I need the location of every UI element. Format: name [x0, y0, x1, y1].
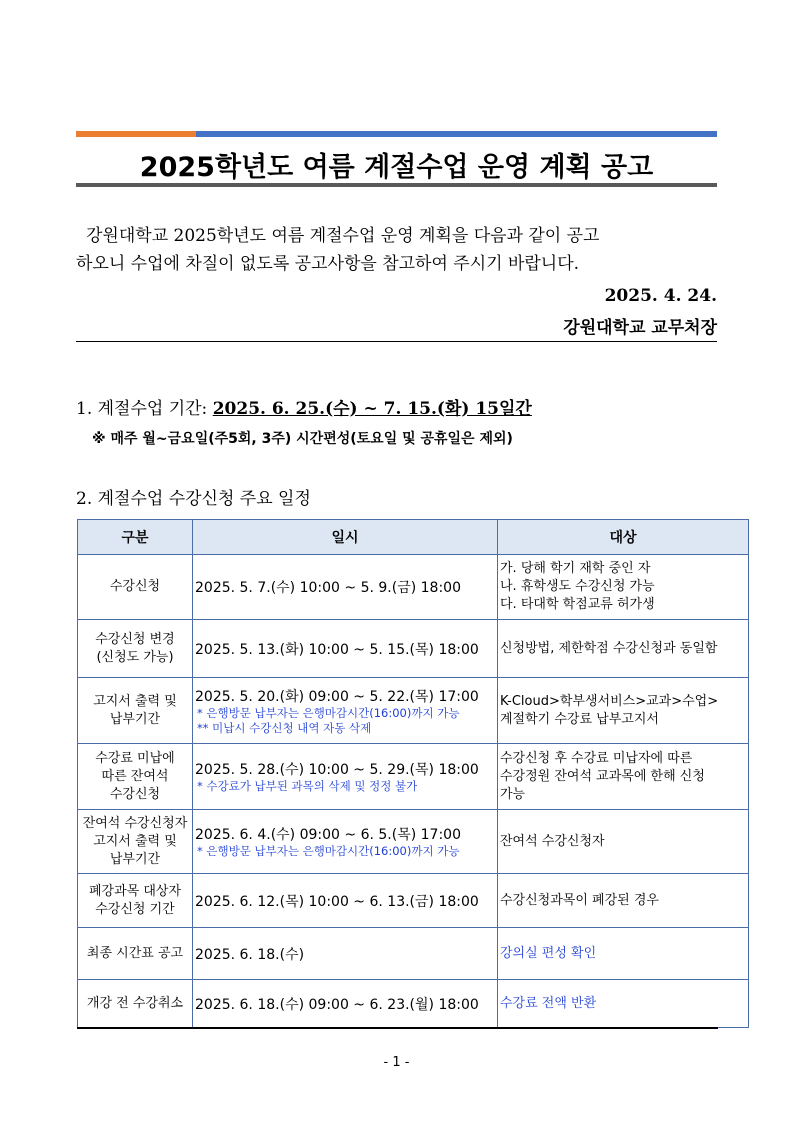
- row-category: [78, 555, 193, 620]
- category-line: 납부기간: [109, 851, 161, 867]
- divider: [76, 341, 717, 342]
- row-category: [78, 810, 193, 874]
- row-datetime: [193, 678, 498, 744]
- table-row: [78, 980, 749, 1028]
- title-bottom-bar: [76, 183, 717, 187]
- intro-line-1: 강원대학교 2025학년도 여름 계절수업 운영 계획을 다음과 같이 공고: [86, 226, 600, 246]
- header-target: 대상: [498, 520, 749, 555]
- issuing-office: 강원대학교 교무처장: [563, 318, 717, 338]
- datetime-text: 2025. 6. 12.(목) 10:00 ~ 6. 13.(금) 18:00: [195, 893, 479, 910]
- table-row: [78, 555, 749, 620]
- row-target: [498, 620, 749, 678]
- row-category: [78, 678, 193, 744]
- section-1-label: 1. 계절수업 기간:: [76, 399, 213, 419]
- row-category: [78, 980, 193, 1028]
- section-2-label: 2. 계절수업 수강신청 주요 일정: [76, 489, 311, 509]
- category-line: 고지서 출력 및: [93, 693, 177, 709]
- title-block: [76, 131, 717, 187]
- target-line: K-Cloud>학부생서비스>교과>수업>: [500, 693, 719, 709]
- section-1-period: 2025. 6. 25.(수) ~ 7. 15.(화) 15일간: [212, 399, 532, 419]
- title-top-bar: [76, 131, 717, 137]
- datetime-text: 2025. 5. 20.(화) 09:00 ~ 5. 22.(목) 17:00: [195, 688, 479, 705]
- table-row: [78, 810, 749, 874]
- table-row: [78, 620, 749, 678]
- target-line: 수강신청 후 수강료 미납자에 따른: [500, 750, 693, 766]
- datetime-text: 2025. 6. 18.(수) 09:00 ~ 6. 23.(월) 18:00: [195, 996, 479, 1013]
- category-line: 개강 전 수강취소: [86, 995, 184, 1011]
- target-line: 강의실 편성 확인: [500, 945, 597, 961]
- row-target: [498, 744, 749, 810]
- target-line: 다. 타대학 학점교류 허가생: [500, 597, 655, 612]
- schedule-table: [77, 519, 749, 1028]
- target-line: 계절학기 수강료 납부고지서: [500, 711, 659, 727]
- datetime-note: * 은행방문 납부자는 은행마감시간(16:00)까지 가능: [197, 705, 460, 720]
- category-line: 수강신청: [109, 579, 161, 594]
- datetime-note: ** 미납시 수강신청 내역 자동 삭제: [197, 720, 372, 735]
- category-line: 수강신청 변경: [95, 631, 175, 647]
- target-line: 가. 당해 학기 재학 중인 자: [500, 561, 651, 576]
- header-datetime: 일시: [193, 520, 498, 555]
- row-target: [498, 874, 749, 928]
- title-top-bar-accent: [76, 131, 196, 137]
- target-line: 수강정원 잔여석 교과목에 한해 신청: [500, 768, 705, 784]
- category-line: 고지서 출력 및: [93, 833, 177, 849]
- row-datetime: [193, 980, 498, 1028]
- header-category: 구분: [78, 520, 193, 555]
- datetime-text: 2025. 6. 4.(수) 09:00 ~ 6. 5.(목) 17:00: [195, 827, 461, 843]
- table-header-row: [78, 520, 749, 555]
- category-line: 폐강과목 대상자: [88, 883, 182, 899]
- datetime-text: 2025. 6. 18.(수): [195, 946, 305, 963]
- row-target: [498, 678, 749, 744]
- page-number: - 1 -: [383, 1055, 410, 1070]
- row-category: [78, 874, 193, 928]
- category-line: 수강신청: [109, 786, 161, 802]
- target-line: 나. 휴학생도 수강신청 가능: [500, 579, 655, 594]
- row-target: [498, 928, 749, 980]
- category-line: 최종 시간표 공고: [86, 945, 184, 961]
- row-target: [498, 555, 749, 620]
- intro-paragraph: [76, 222, 717, 278]
- target-line: 신청방법, 제한학점 수강신청과 동일함: [500, 640, 718, 656]
- table-row: [78, 744, 749, 810]
- row-datetime: [193, 928, 498, 980]
- category-line: 납부기간: [109, 711, 161, 727]
- row-datetime: [193, 874, 498, 928]
- row-datetime: [193, 744, 498, 810]
- category-line: (신청도 가능): [96, 649, 174, 665]
- target-line: 수강료 전액 반환: [500, 995, 597, 1011]
- section-1: [76, 394, 532, 419]
- target-line: 수강신청과목이 폐강된 경우: [500, 892, 659, 908]
- row-category: [78, 744, 193, 810]
- category-line: 수강료 미납에: [95, 750, 175, 766]
- category-line: 수강신청 기간: [95, 901, 175, 917]
- row-category: [78, 620, 193, 678]
- notice-date: 2025. 4. 24.: [604, 286, 717, 306]
- table-row: [78, 928, 749, 980]
- row-datetime: [193, 555, 498, 620]
- section-1-note: ※ 매주 월~금요일(주5회, 3주) 시간편성(토요일 및 공휴일은 제외): [92, 431, 513, 447]
- datetime-text: 2025. 5. 28.(수) 10:00 ~ 5. 29.(목) 18:00: [195, 762, 479, 778]
- datetime-text: 2025. 5. 13.(화) 10:00 ~ 5. 15.(목) 18:00: [195, 641, 479, 658]
- category-line: 따른 잔여석: [101, 768, 169, 784]
- target-line: 잔여석 수강신청자: [500, 833, 605, 849]
- datetime-text: 2025. 5. 7.(수) 10:00 ~ 5. 9.(금) 18:00: [195, 580, 461, 596]
- page-title: 2025학년도 여름 계절수업 운영 계획 공고: [139, 152, 654, 183]
- row-target: [498, 980, 749, 1028]
- row-category: [78, 928, 193, 980]
- table-row: [78, 874, 749, 928]
- datetime-note: * 은행방문 납부자는 은행마감시간(16:00)까지 가능: [197, 844, 460, 858]
- table-end-rule: [77, 1027, 718, 1029]
- intro-line-2: 하오니 수업에 차질이 없도록 공고사항을 참고하여 주시기 바랍니다.: [76, 254, 580, 274]
- datetime-note: * 수강료가 납부된 과목의 삭제 및 정정 불가: [197, 779, 418, 793]
- row-datetime: [193, 810, 498, 874]
- row-datetime: [193, 620, 498, 678]
- target-line: 가능: [500, 786, 526, 802]
- row-target: [498, 810, 749, 874]
- table-row: [78, 678, 749, 744]
- category-line: 잔여석 수강신청자: [82, 815, 188, 831]
